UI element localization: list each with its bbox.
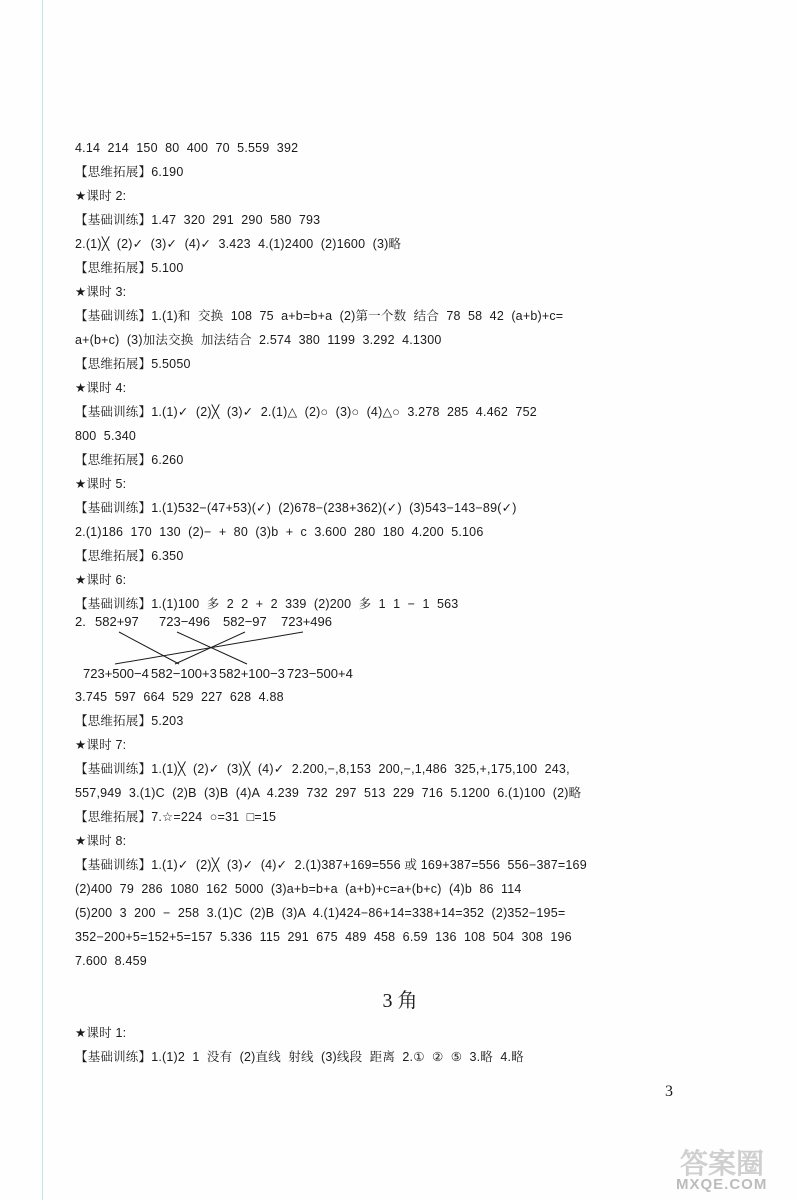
lesson-title: ★课时 5: xyxy=(75,477,127,491)
matching-bottom-expr: 723−500+4 xyxy=(287,666,353,681)
answer-line: 【思维拓展】6.190 xyxy=(75,165,184,179)
answer-line: 2.(1)╳ (2)✓ (3)✓ (4)✓ 3.423 4.(1)2400 (2)1600 (3)略 xyxy=(75,237,402,251)
matching-top-expr: 582−97 xyxy=(223,614,267,629)
lesson-title: ★课时 7: xyxy=(75,738,127,752)
lesson-title: ★课时 2: xyxy=(75,189,127,203)
lesson-title: ★课时 6: xyxy=(75,573,127,587)
answer-line: 3.745 597 664 529 227 628 4.88 xyxy=(75,690,284,704)
answer-line: 【基础训练】1.(1)╳ (2)✓ (3)╳ (4)✓ 2.200,−,8,153 200,−,1,486 325,+,175,100 243, xyxy=(75,762,570,776)
answer-line: 【思维拓展】5.5050 xyxy=(75,357,191,371)
answer-line: 【基础训练】1.(1)和 交换 108 75 a+b=b+a (2)第一个数 结合 78 58 42 (a+b)+c= xyxy=(75,309,564,323)
matching-diagram xyxy=(75,612,375,682)
answer-line: 800 5.340 xyxy=(75,429,137,443)
answer-line: 【基础训练】1.(1)532−(47+53)(✓) (2)678−(238+362)(✓) (3)543−143−89(✓) xyxy=(75,501,517,515)
lesson-title: ★课时 3: xyxy=(75,285,127,299)
page-number: 3 xyxy=(665,1083,673,1100)
lesson-title: ★课时 8: xyxy=(75,834,127,848)
answer-line: 【基础训练】1.(1)2 1 没有 (2)直线 射线 (3)线段 距离 2.① ② ⑤ 3.略 4.略 xyxy=(75,1050,524,1064)
answer-line: 2.(1)186 170 130 (2)− + 80 (3)b + c 3.600 280 180 4.200 5.106 xyxy=(75,525,484,539)
watermark-text-top: 答案圈 xyxy=(680,1148,765,1179)
answer-line: 【基础训练】1.(1)100 多 2 2 + 2 339 (2)200 多 1 1 − 1 563 xyxy=(75,597,459,611)
matching-top-expr: 723+496 xyxy=(281,614,332,629)
matching-bottom-expr: 582+100−3 xyxy=(219,666,285,681)
matching-top-expr: 582+97 xyxy=(95,614,139,629)
matching-line xyxy=(119,632,179,664)
page-margin-line xyxy=(42,0,43,1200)
answer-line: 【思维拓展】6.350 xyxy=(75,549,184,563)
answer-line: (5)200 3 200 − 258 3.(1)C (2)B (3)A 4.(1)424−86+14=338+14=352 (2)352−195= xyxy=(75,906,566,920)
answer-line: 7.600 8.459 xyxy=(75,954,147,968)
matching-bottom-expr: 723+500−4 xyxy=(83,666,149,681)
answer-line: a+(b+c) (3)加法交换 加法结合 2.574 380 1199 3.292 4.1300 xyxy=(75,333,442,347)
answer-line: 【基础训练】1.(1)✓ (2)╳ (3)✓ 2.(1)△ (2)○ (3)○ (4)△○ 3.278 285 4.462 752 xyxy=(75,405,537,419)
answer-line: 【思维拓展】5.100 xyxy=(75,261,184,275)
answer-line: 【思维拓展】5.203 xyxy=(75,714,184,728)
matching-prefix: 2. xyxy=(75,614,86,629)
matching-bottom-expr: 582−100+3 xyxy=(151,666,217,681)
matching-line xyxy=(115,632,303,664)
watermark-text-bottom: MXQE.COM xyxy=(676,1176,768,1193)
answer-line: 【基础训练】1.47 320 291 290 580 793 xyxy=(75,213,321,227)
answer-line: 4.14 214 150 80 400 70 5.559 392 xyxy=(75,141,299,155)
answer-line: 【基础训练】1.(1)✓ (2)╳ (3)✓ (4)✓ 2.(1)387+169=556 或 169+387=556 556−387=169 xyxy=(75,858,587,872)
answer-line: 557,949 3.(1)C (2)B (3)B (4)A 4.239 732 297 513 229 716 5.1200 6.(1)100 (2)略 xyxy=(75,786,582,800)
watermark-logo xyxy=(676,1142,794,1196)
answer-line: 【思维拓展】6.260 xyxy=(75,453,184,467)
matching-top-expr: 723−496 xyxy=(159,614,210,629)
section-heading: 3 角 xyxy=(382,990,418,1012)
answer-line: 【思维拓展】7.☆=224 ○=31 □=15 xyxy=(75,810,277,824)
answer-line: (2)400 79 286 1080 162 5000 (3)a+b=b+a (a+b)+c=a+(b+c) (4)b 86 114 xyxy=(75,882,522,896)
lesson-title: ★课时 1: xyxy=(75,1026,127,1040)
matching-line xyxy=(177,632,247,664)
lesson-title: ★课时 4: xyxy=(75,381,127,395)
answer-line: 352−200+5=152+5=157 5.336 115 291 675 489 458 6.59 136 108 504 308 196 xyxy=(75,930,572,944)
